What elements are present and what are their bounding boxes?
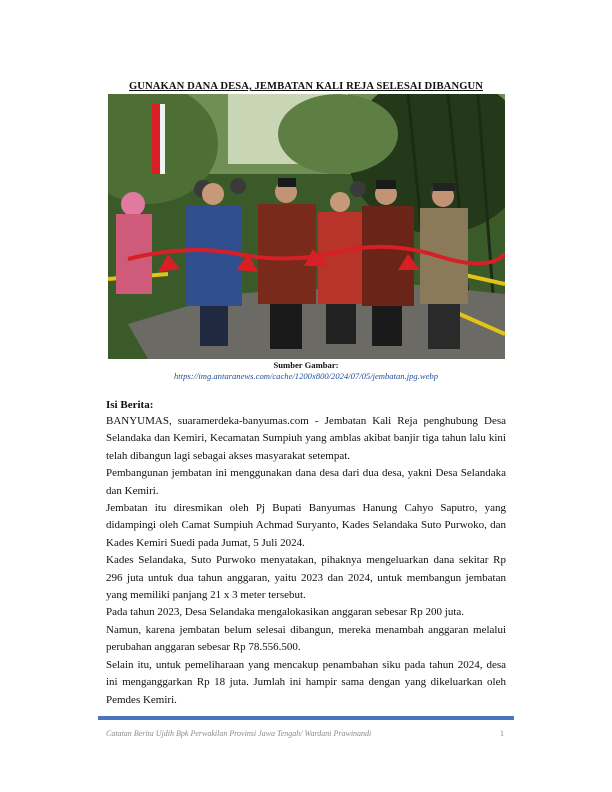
page-number: 1 xyxy=(500,729,504,738)
image-caption-url[interactable]: https://img.antaranews.com/cache/1200x800/2024/07/05/jembatan.jpg.webp xyxy=(174,371,438,381)
article-body xyxy=(106,413,506,709)
article-title: GUNAKAN DANA DESA, JEMBATAN KALI REJA SELESAI DIBANGUN xyxy=(128,81,484,92)
paragraph: Pada tahun 2023, Desa Selandaka mengalokasikan anggaran sebesar Rp 200 juta. xyxy=(106,606,465,619)
photo-icon xyxy=(108,94,505,359)
footer-rule xyxy=(98,716,514,720)
paragraph: Pembangunan jembatan ini menggunakan dana desa dari dua desa, yakni Desa Selandaka dan Kemiri. xyxy=(106,467,506,497)
paragraph: Kades Selandaka, Suto Purwoko menyatakan, pihaknya mengeluarkan dana sekitar Rp 296 juta untuk dua tahun anggaran, yaitu 2023 dan 2024, untuk membangun jembatan yang memiliki panjang 21 x 3 meter tersebut. xyxy=(106,554,506,602)
image-caption-label: Sumber Gambar: xyxy=(273,360,339,370)
footer-text: Catatan Berita Ujdih Bpk Perwakilan Provinsi Jawa Tengah/ Wardani Prawinandi xyxy=(106,729,372,738)
paragraph: BANYUMAS, suaramerdeka-banyumas.com - Jembatan Kali Reja penghubung Desa Selandaka dan Kemiri, Kecamatan Sumpiuh yang amblas akibat banjir tiga tahun lalu kini telah dibangun lagi sebagai akses masyarakat setempat. xyxy=(106,415,506,462)
paragraph: Namun, karena jembatan belum selesai dibangun, mereka menambah anggaran melalui perubahan anggaran sebesar Rp 78.556.500. xyxy=(106,623,506,654)
section-heading: Isi Berita: xyxy=(106,399,154,411)
paragraph: Jembatan itu diresmikan oleh Pj Bupati Banyumas Hanung Cahyo Saputro, yang didampingi oleh Camat Sumpiuh Achmad Suryanto, Kades Selandaka Suto Purwoko, dan Kades Kemiri Suedi pada Jumat, 5 Juli 2024. xyxy=(106,502,506,549)
article-photo xyxy=(108,94,505,359)
paragraph: Selain itu, untuk pemeliharaan yang mencakup penambahan siku pada tahun 2024, desa ini menganggarkan Rp 18 juta. Jumlah ini hampir sama dengan yang dikeluarkan oleh Pemdes Kemiri. xyxy=(106,658,506,706)
